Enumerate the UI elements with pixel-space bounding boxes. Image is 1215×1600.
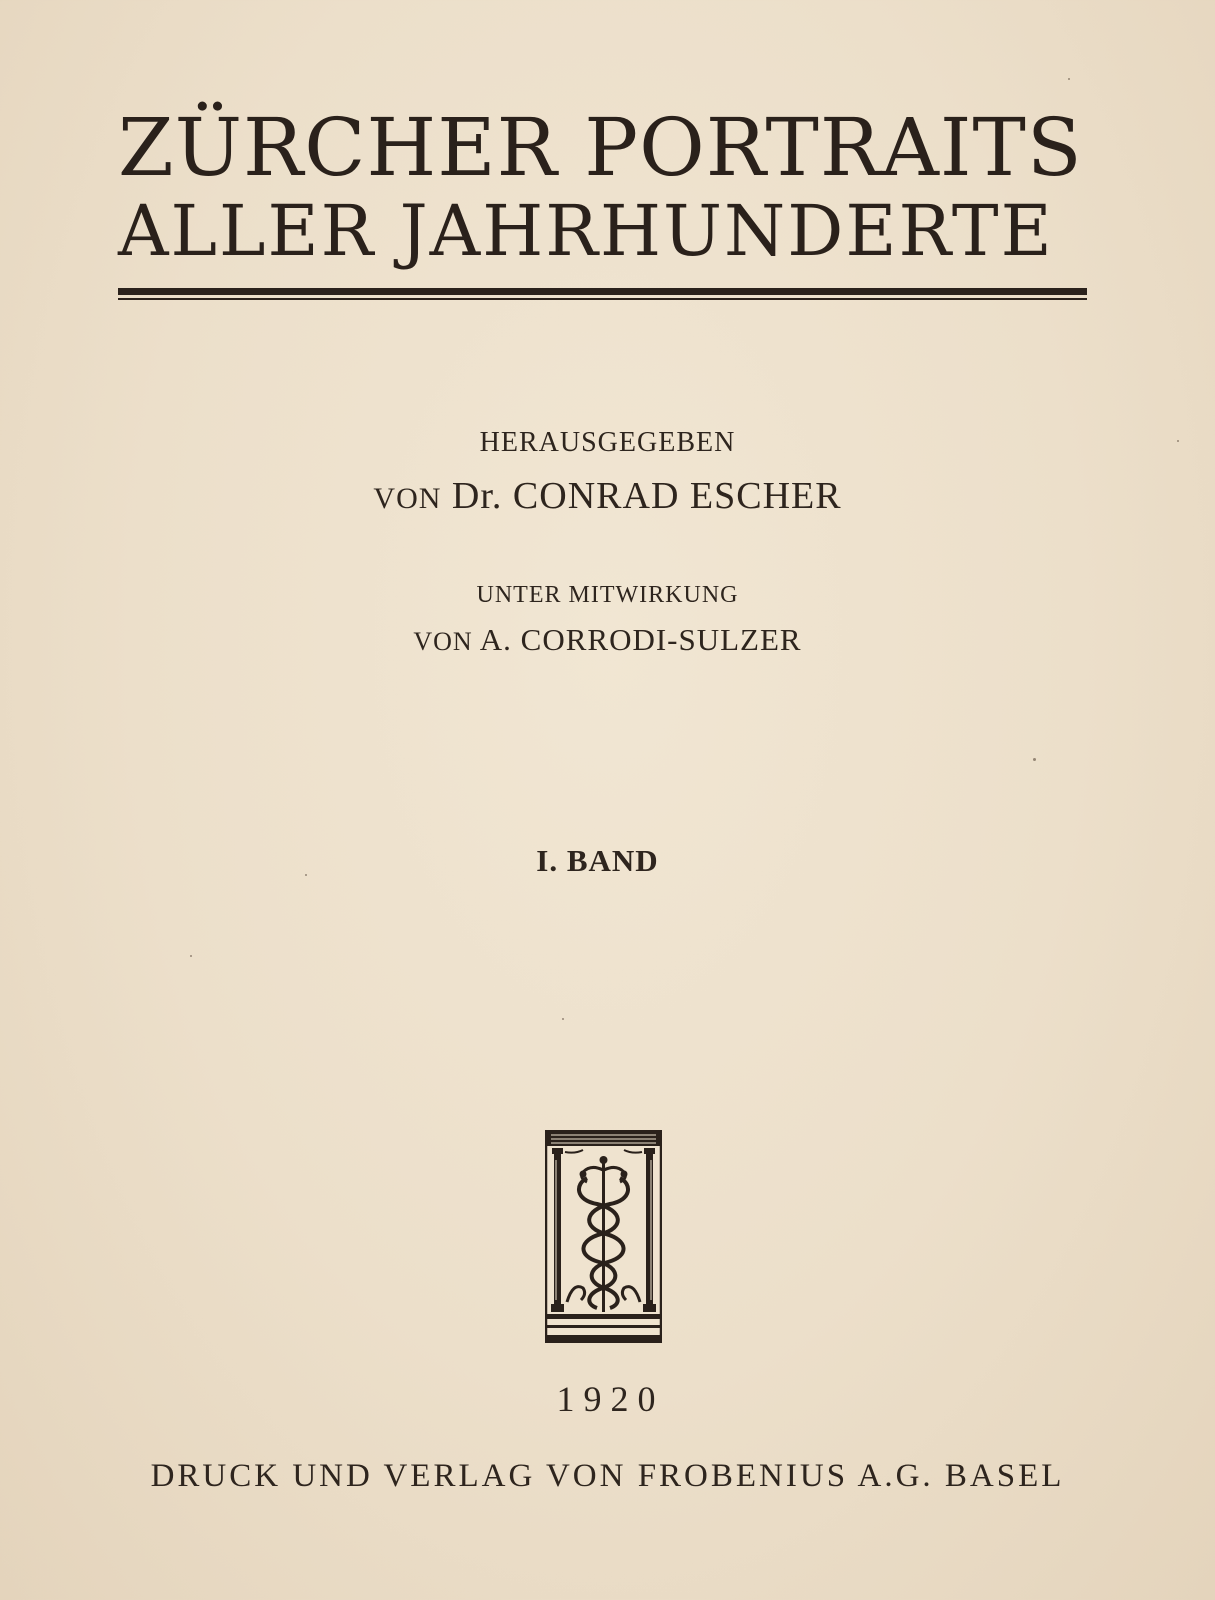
collaborator-name: A. CORRODI-SULZER [479, 622, 802, 657]
paper-speck [562, 1018, 564, 1020]
caduceus-printer-mark-icon [545, 1130, 662, 1343]
title-line-1: ZÜRCHER PORTRAITS [118, 101, 1083, 194]
collaborator-von: VON [413, 627, 473, 656]
paper-speck [1068, 78, 1070, 80]
paper-speck [305, 874, 307, 876]
collaborator-label: UNTER MITWIRKUNG [476, 582, 739, 608]
volume-label: I. BAND [536, 843, 659, 878]
title-rule-thin [118, 298, 1087, 300]
paper-speck [190, 955, 192, 957]
editor-line [0, 474, 1215, 518]
collaborator-line [0, 622, 1215, 658]
paper-speck [1033, 758, 1036, 761]
title-rule [118, 288, 1087, 300]
publisher-line: DRUCK UND VERLAG VON FROBENIUS A.G. BASEL [150, 1458, 1065, 1494]
publication-year: 1920 [556, 1379, 665, 1419]
paper-speck [1177, 440, 1179, 442]
title-block [118, 101, 1090, 272]
editor-von: VON [373, 482, 442, 515]
editor-name: Dr. CONRAD ESCHER [451, 475, 842, 517]
title-rule-thick [118, 288, 1087, 295]
title-line-2: ALLER JAHRHUNDERTE [118, 190, 1054, 272]
editor-label: HERAUSGEGEBEN [479, 427, 736, 458]
